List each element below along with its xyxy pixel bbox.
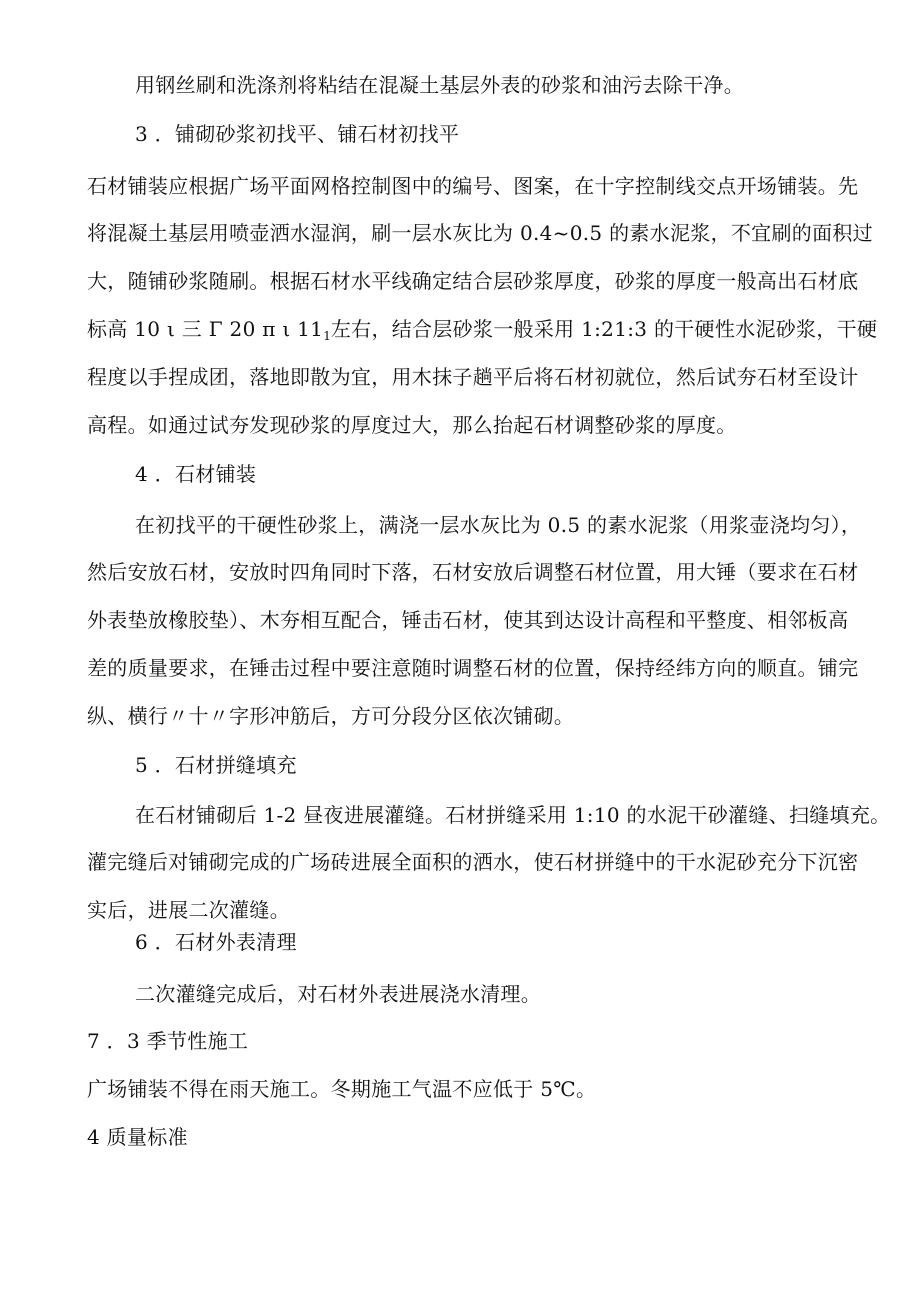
- section-3-line-3: 大，随铺砂浆随刷。根据石材水平线确定结合层砂浆厚度，砂浆的厚度一般高出石材底: [87, 269, 859, 293]
- section-7-3-line-1: 广场铺装不得在雨天施工。冬期施工气温不应低于 5℃。: [87, 1077, 597, 1101]
- section-3-line-4-rest: 左右，结合层砂浆一般采用 1:21:3 的干硬性水泥砂浆，干硬: [330, 317, 878, 341]
- section-5-line-1: 在石材铺砌后 1-2 昼夜进展灌缝。石材拼缝采用 1:10 的水泥干砂灌缝、扫缝填充。: [135, 803, 891, 827]
- section-3-line-4-subscript: 1: [323, 329, 331, 343]
- section-5-heading: 5 ．石材拼缝填充: [135, 753, 297, 777]
- section-4-line-3: 外表垫放橡胶垫）、木夯相互配合，锤击石材，使其到达设计高程和平整度、相邻板高: [87, 608, 849, 632]
- section-5-line-3: 实后，进展二次灌缝。: [87, 898, 290, 922]
- section-3-line-4-formula: 标高 10 ι 三 Γ 20 π ι 11: [87, 317, 324, 341]
- section-5-line-2: 灌完缝后对铺砌完成的广场砖进展全面积的洒水，使石材拼缝中的干水泥砂充分下沉密: [87, 850, 859, 874]
- quality-standard-heading: 4 质量标准: [87, 1125, 188, 1149]
- section-4-line-5: 纵、横行〃十〃字形冲筋后，方可分段分区依次铺砌。: [87, 704, 575, 728]
- section-6-line-1: 二次灌缝完成后，对石材外表进展浇水清理。: [135, 982, 541, 1006]
- section-4-heading: 4 ．石材铺装: [135, 462, 257, 486]
- section-3-line-4: [87, 316, 877, 349]
- section-4-line-4: 差的质量要求，在锤击过程中要注意随时调整石材的位置，保持经纬方向的顺直。铺完: [87, 656, 859, 680]
- section-6-heading: 6 ．石材外表清理: [135, 930, 297, 954]
- section-3-line-2: 将混凝土基层用喷壶洒水湿润，刷一层水灰比为 0.4~0.5 的素水泥浆，不宜刷的面积过: [87, 221, 873, 245]
- section-7-3-heading: 7 ．3 季节性施工: [87, 1029, 249, 1053]
- section-3-line-5: 程度以手捏成团，落地即散为宜，用木抹子趟平后将石材初就位，然后试夯石材至设计: [87, 365, 859, 389]
- intro-paragraph: 用钢丝刷和洗涤剂将粘结在混凝土基层外表的砂浆和油污去除干净。: [135, 73, 744, 97]
- section-4-line-2: 然后安放石材，安放时四角同时下落，石材安放后调整石材位置，用大锤（要求在石材: [87, 560, 859, 584]
- section-3-line-6: 高程。如通过试夯发现砂浆的厚度过大，那么抬起石材调整砂浆的厚度。: [87, 413, 737, 437]
- section-3-heading: 3 ．铺砌砂浆初找平、铺石材初找平: [135, 122, 460, 146]
- section-4-line-1: 在初找平的干硬性砂浆上，满浇一层水灰比为 0.5 的素水泥浆（用浆壶浇均匀），: [135, 513, 862, 537]
- section-3-line-1: 石材铺装应根据广场平面网格控制图中的编号、图案，在十字控制线交点开场铺装。先: [87, 174, 859, 198]
